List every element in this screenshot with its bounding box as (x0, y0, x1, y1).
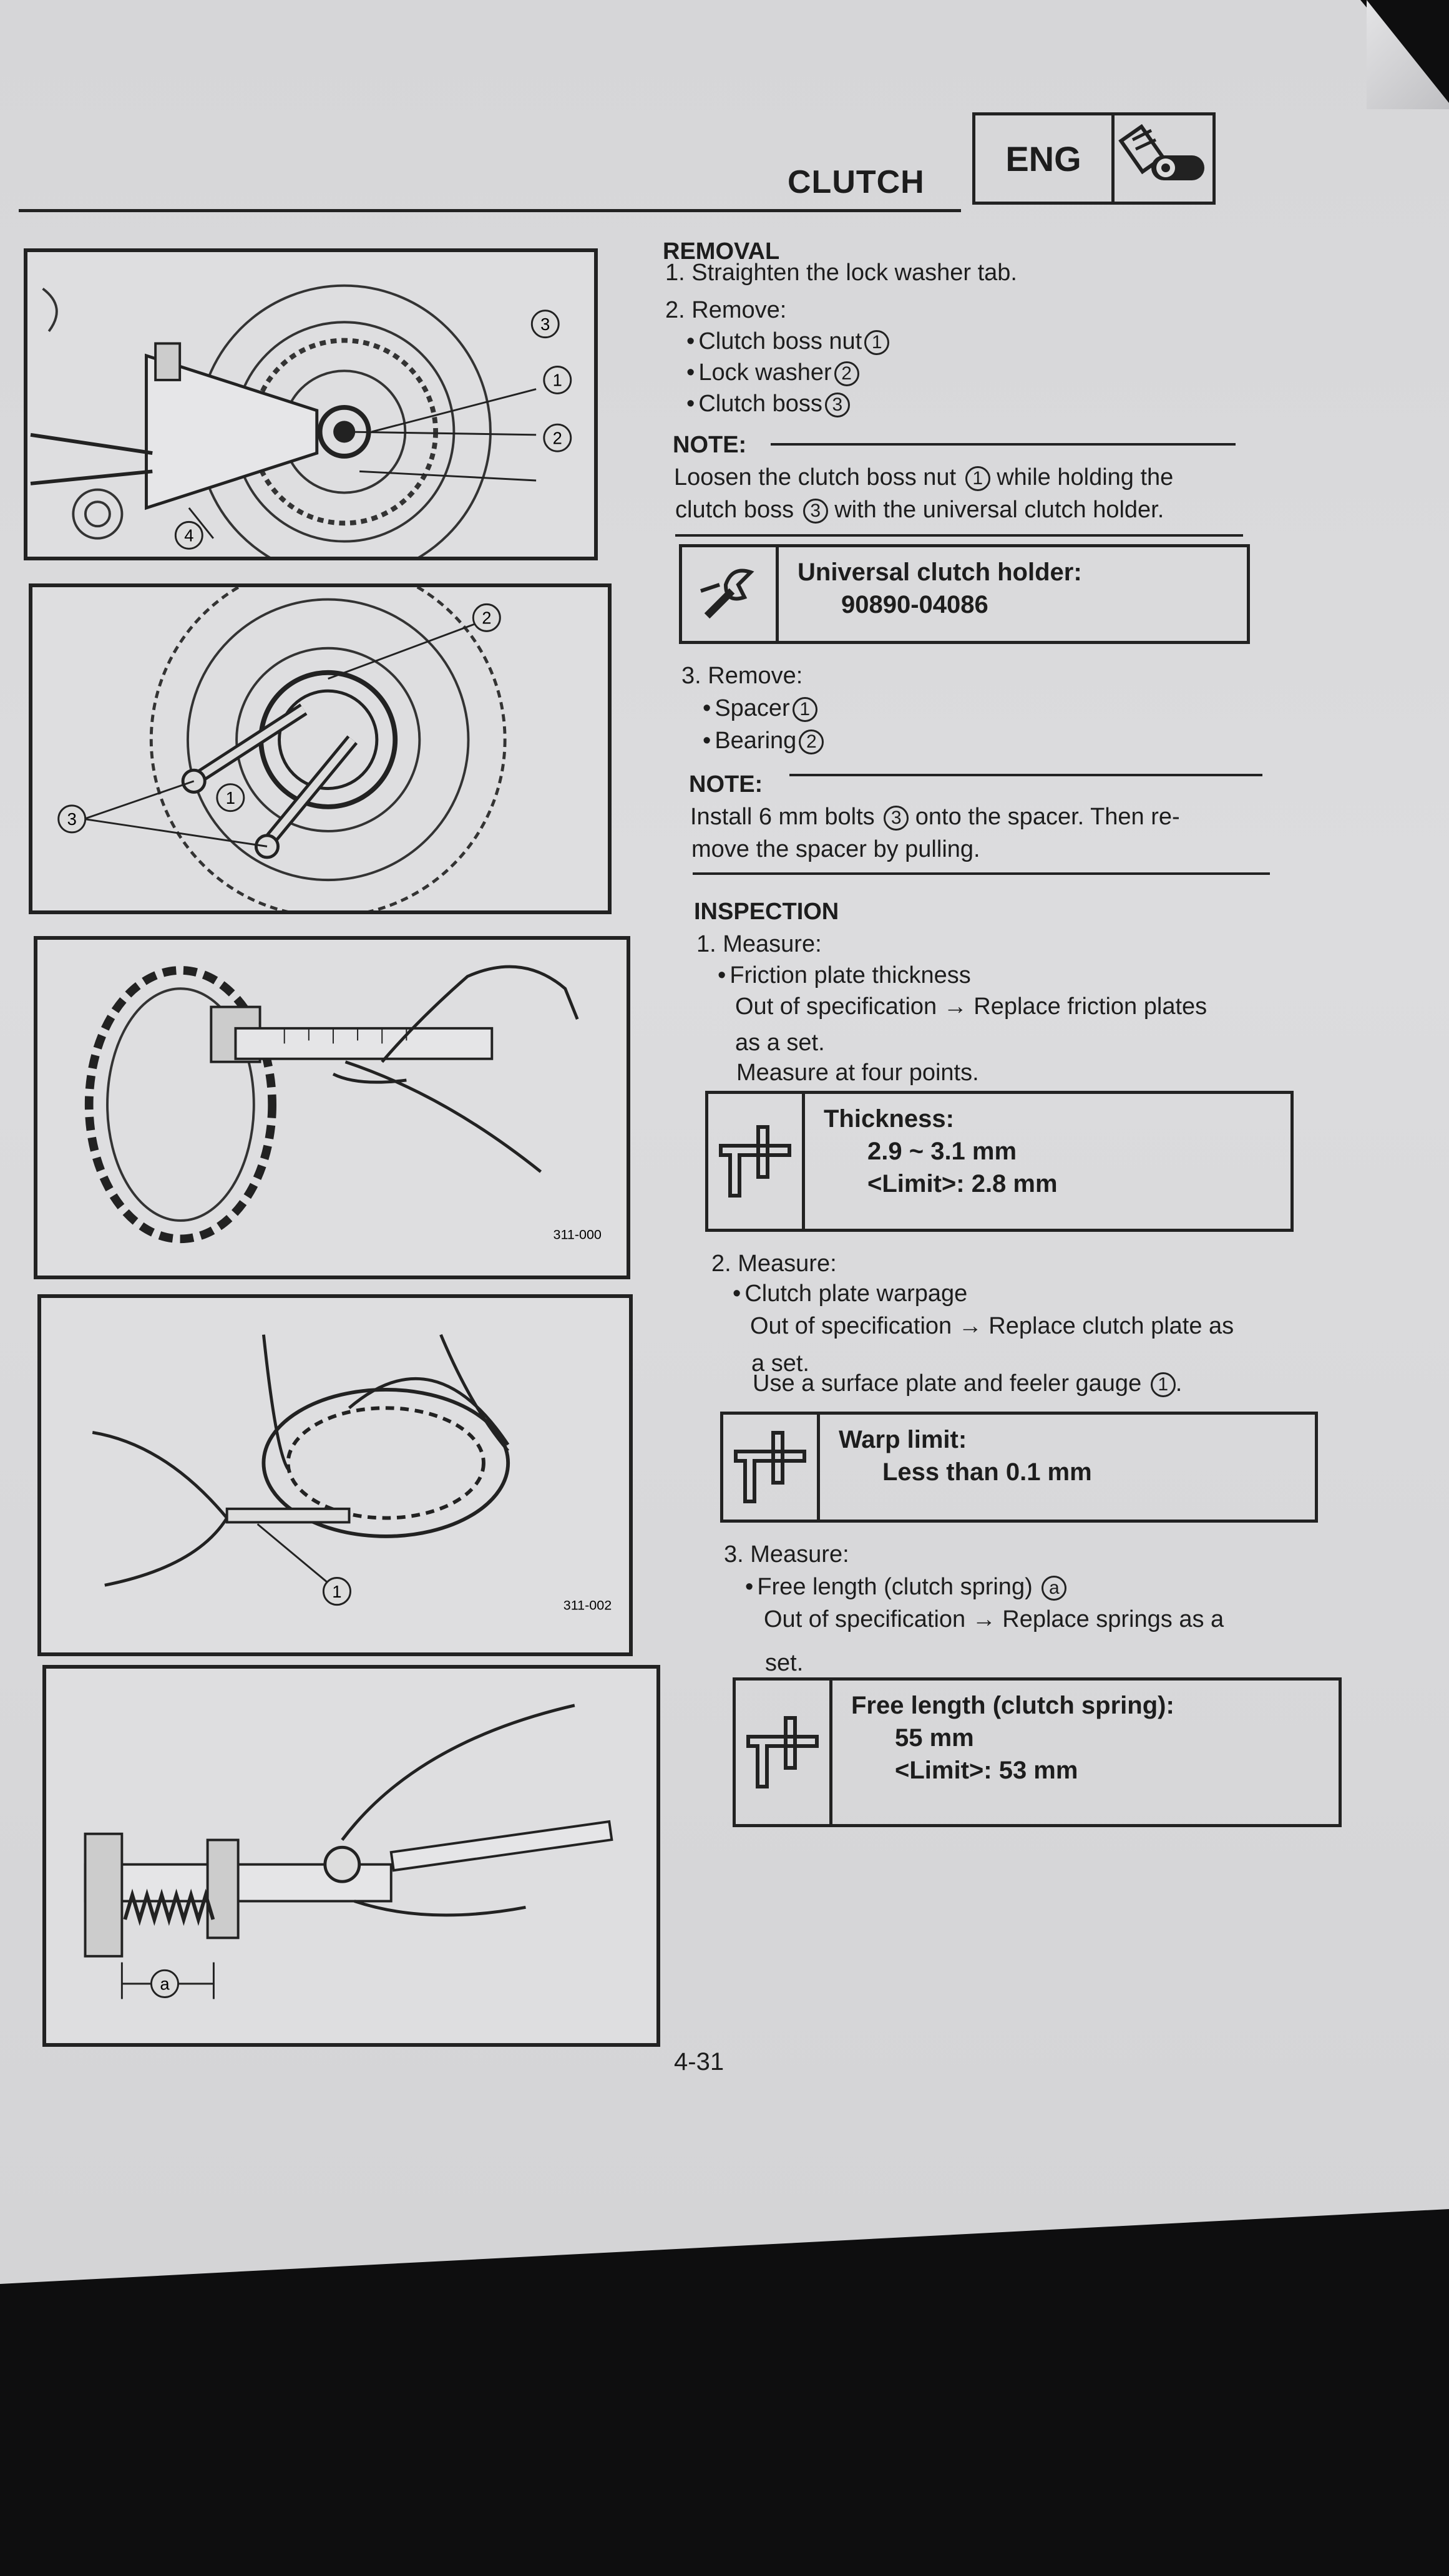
measure-1-step: 1. Measure: (696, 931, 822, 957)
page-curl (1367, 0, 1449, 109)
callout-ref: 3 (803, 499, 828, 524)
figure-spring-free-length (42, 1665, 660, 2047)
fig3-code: 311-000 (553, 1227, 602, 1242)
removal-heading: REMOVAL (663, 238, 780, 265)
removal-item: • Lock washer 2 (686, 357, 859, 388)
note-line: clutch boss 3 with the universal clutch holder. (675, 497, 1164, 523)
measure-1-line: as a set. (735, 1030, 825, 1056)
thickness-limit: <Limit>: 2.8 mm (867, 1170, 1058, 1198)
fig2-callout-3: 3 (67, 809, 77, 829)
fig2-callout-2: 2 (482, 608, 492, 628)
page-number: 4-31 (674, 2048, 724, 2076)
removal-step-3: 3. Remove: (681, 663, 803, 689)
thickness-title: Thickness: (824, 1105, 954, 1133)
measure-1-line: Measure at four points. (736, 1060, 979, 1086)
clutch-holder-tool-icon (682, 547, 779, 641)
caliper-icon (736, 1681, 832, 1824)
removal-item: • Bearing 2 (703, 725, 824, 756)
measure-1-line: Out of specification → Replace friction plates (735, 993, 1208, 1020)
callout-ref: 2 (799, 729, 824, 754)
caliper-icon (723, 1415, 820, 1520)
inspection-heading: INSPECTION (694, 899, 839, 925)
fig5-callout-a: a (160, 1974, 170, 1994)
fig2-callout-1: 1 (225, 788, 235, 807)
callout-ref: 3 (884, 806, 909, 831)
warp-title: Warp limit: (839, 1426, 967, 1453)
callout-ref: 1 (1151, 1372, 1176, 1397)
note-label: NOTE: (673, 432, 747, 458)
removal-item: • Clutch boss nut 1 (686, 326, 889, 357)
figure-clutch-holder (24, 248, 598, 560)
free-length-spec-box (733, 1677, 1342, 1827)
free-length-title: Free length (clutch spring): (851, 1692, 1174, 1719)
removal-step-1: 1. Straighten the lock washer tab. (665, 260, 1017, 286)
engine-bolt-icon (1115, 115, 1212, 202)
measure-2-line: Out of specification → Replace clutch plate as (750, 1313, 1234, 1339)
callout-ref: 2 (834, 361, 859, 386)
measure-2-step: 2. Measure: (711, 1251, 837, 1277)
warp-spec-box (720, 1412, 1318, 1523)
callout-ref: 1 (965, 466, 990, 491)
eng-badge-label: ENG (975, 115, 1115, 202)
warp-value: Less than 0.1 mm (882, 1458, 1092, 1486)
removal-step-2: 2. Remove: (665, 297, 787, 323)
figure-spacer-removal (29, 583, 612, 914)
measure-2-item: • Clutch plate warpage (733, 1278, 967, 1309)
figure-plate-warpage (37, 1294, 633, 1656)
removal-item: • Clutch boss 3 (686, 388, 850, 419)
free-length-value: 55 mm (895, 1724, 974, 1752)
measure-3-step: 3. Measure: (724, 1541, 849, 1568)
free-length-limit: <Limit>: 53 mm (895, 1757, 1078, 1784)
fig1-callout-4: 4 (184, 525, 194, 545)
caliper-icon (708, 1094, 805, 1229)
note2-end-rule (693, 872, 1270, 875)
fig4-callout-1: 1 (332, 1581, 342, 1601)
fig1-callout-3: 3 (540, 314, 550, 334)
note-rule (771, 443, 1236, 446)
fig1-callout-2: 2 (552, 428, 562, 448)
callout-ref: 1 (793, 697, 817, 722)
tool-box (679, 544, 1250, 644)
note2-rule (789, 774, 1262, 776)
measure-3-item: • Free length (clutch spring) a (745, 1571, 1066, 1603)
measure-2-line: a set. (751, 1350, 809, 1377)
note-end-rule (675, 534, 1243, 537)
eng-badge (972, 112, 1216, 205)
measure-2-gauge-line: Use a surface plate and feeler gauge 1 . (753, 1370, 1183, 1397)
tool-name: Universal clutch holder: (798, 559, 1082, 586)
measure-1-item: • Friction plate thickness (718, 960, 971, 991)
fig1-callout-1: 1 (552, 370, 562, 390)
thickness-spec-box (705, 1091, 1294, 1232)
section-title: CLUTCH (788, 164, 925, 200)
thickness-value: 2.9 ~ 3.1 mm (867, 1138, 1017, 1165)
note2-line: Install 6 mm bolts 3 onto the spacer. Then re- (690, 804, 1180, 830)
note2-line: move the spacer by pulling. (691, 836, 980, 862)
figure-friction-plate-thickness (34, 936, 630, 1279)
header-rule (19, 209, 961, 212)
note2-label: NOTE: (689, 771, 763, 798)
tool-part-number: 90890-04086 (841, 591, 988, 618)
note-line: Loosen the clutch boss nut 1 while holding the (674, 464, 1174, 490)
fig4-code: 311-002 (563, 1598, 612, 1613)
removal-item: • Spacer 1 (703, 693, 817, 724)
measure-3-line: Out of specification → Replace springs as a (764, 1606, 1224, 1632)
callout-ref: a (1042, 1576, 1066, 1601)
callout-ref: 1 (864, 330, 889, 355)
measure-3-line: set. (765, 1650, 804, 1676)
callout-ref: 3 (825, 393, 850, 417)
